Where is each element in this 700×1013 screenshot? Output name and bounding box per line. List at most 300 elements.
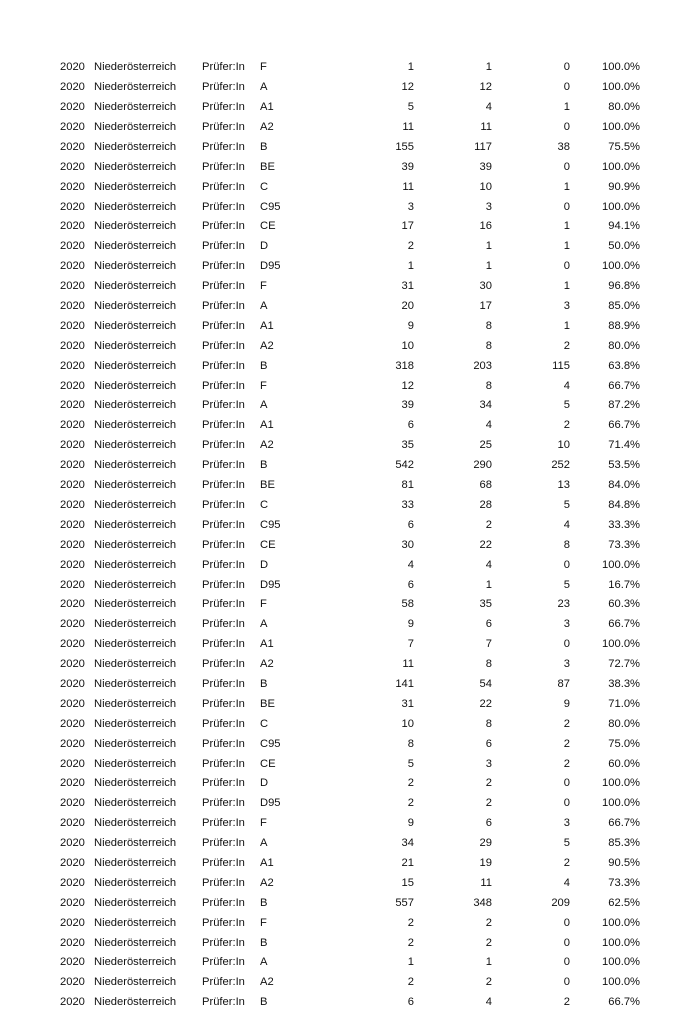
cell-year: 2020 [60, 638, 85, 651]
cell-role: Prüfer:In [202, 717, 245, 730]
cell-rate: 50.0% [608, 240, 640, 253]
table-row [60, 913, 640, 933]
cell-rate: 96.8% [608, 280, 640, 293]
cell-fail: 1 [563, 240, 570, 253]
cell-total: 5 [407, 101, 414, 114]
cell-pass: 6 [485, 618, 492, 631]
cell-role: Prüfer:In [202, 638, 245, 651]
cell-fail: 2 [563, 419, 570, 432]
cell-year: 2020 [60, 359, 85, 372]
cell-pass: 34 [479, 399, 492, 412]
cell-fail: 1 [563, 180, 570, 193]
cell-fail: 5 [563, 578, 570, 591]
table-row [60, 98, 640, 118]
cell-code: B [260, 996, 268, 1009]
cell-fail: 10 [557, 439, 570, 452]
cell-role: Prüfer:In [202, 976, 245, 989]
cell-year: 2020 [60, 956, 85, 969]
cell-role: Prüfer:In [202, 777, 245, 790]
cell-total: 6 [407, 996, 414, 1009]
cell-rate: 87.2% [608, 399, 640, 412]
cell-fail: 0 [563, 61, 570, 74]
cell-region: Niederösterreich [94, 618, 177, 631]
cell-total: 4 [407, 558, 414, 571]
cell-rate: 60.0% [608, 757, 640, 770]
cell-region: Niederösterreich [94, 936, 177, 949]
cell-total: 6 [407, 518, 414, 531]
cell-code: C95 [260, 737, 281, 750]
cell-pass: 2 [485, 936, 492, 949]
cell-code: BE [260, 160, 275, 173]
cell-total: 39 [401, 160, 414, 173]
cell-year: 2020 [60, 399, 85, 412]
cell-region: Niederösterreich [94, 996, 177, 1009]
cell-fail: 0 [563, 797, 570, 810]
cell-pass: 8 [485, 717, 492, 730]
cell-role: Prüfer:In [202, 140, 245, 153]
cell-code: A1 [260, 319, 274, 332]
cell-total: 10 [401, 717, 414, 730]
cell-year: 2020 [60, 419, 85, 432]
cell-fail: 2 [563, 717, 570, 730]
cell-region: Niederösterreich [94, 777, 177, 790]
cell-rate: 100.0% [602, 121, 640, 134]
cell-pass: 25 [479, 439, 492, 452]
cell-role: Prüfer:In [202, 180, 245, 193]
cell-year: 2020 [60, 697, 85, 710]
cell-pass: 35 [479, 598, 492, 611]
cell-rate: 85.0% [608, 300, 640, 313]
cell-rate: 84.8% [608, 498, 640, 511]
table-row [60, 535, 640, 555]
cell-pass: 11 [480, 876, 492, 889]
cell-total: 31 [401, 697, 414, 710]
cell-fail: 3 [563, 658, 570, 671]
cell-fail: 2 [563, 996, 570, 1009]
cell-fail: 23 [557, 598, 570, 611]
cell-rate: 100.0% [602, 558, 640, 571]
cell-year: 2020 [60, 797, 85, 810]
cell-year: 2020 [60, 180, 85, 193]
cell-fail: 2 [563, 856, 570, 869]
table-row [60, 317, 640, 337]
cell-region: Niederösterreich [94, 339, 177, 352]
cell-code: C95 [260, 200, 281, 213]
cell-rate: 75.0% [608, 737, 640, 750]
cell-pass: 348 [473, 896, 492, 909]
cell-year: 2020 [60, 936, 85, 949]
cell-pass: 29 [479, 837, 492, 850]
cell-region: Niederösterreich [94, 300, 177, 313]
cell-rate: 38.3% [608, 677, 640, 690]
cell-fail: 13 [557, 479, 570, 492]
cell-role: Prüfer:In [202, 578, 245, 591]
cell-fail: 0 [563, 638, 570, 651]
table-row [60, 58, 640, 78]
cell-pass: 1 [485, 956, 492, 969]
cell-pass: 22 [479, 697, 492, 710]
cell-pass: 10 [479, 180, 492, 193]
cell-code: B [260, 140, 268, 153]
cell-fail: 87 [557, 677, 570, 690]
cell-year: 2020 [60, 101, 85, 114]
cell-pass: 8 [485, 658, 492, 671]
cell-total: 155 [395, 140, 414, 153]
cell-role: Prüfer:In [202, 81, 245, 94]
table-row [60, 575, 640, 595]
table-row [60, 78, 640, 98]
cell-fail: 8 [563, 538, 570, 551]
table-row [60, 118, 640, 138]
cell-pass: 1 [485, 61, 492, 74]
cell-rate: 80.0% [608, 339, 640, 352]
cell-role: Prüfer:In [202, 61, 245, 74]
cell-year: 2020 [60, 677, 85, 690]
cell-region: Niederösterreich [94, 479, 177, 492]
cell-year: 2020 [60, 260, 85, 273]
cell-pass: 30 [479, 280, 492, 293]
cell-pass: 8 [485, 379, 492, 392]
cell-total: 1 [407, 61, 414, 74]
cell-rate: 100.0% [602, 61, 640, 74]
cell-total: 20 [401, 300, 414, 313]
cell-year: 2020 [60, 439, 85, 452]
cell-role: Prüfer:In [202, 598, 245, 611]
cell-rate: 60.3% [608, 598, 640, 611]
cell-code: CE [260, 538, 276, 551]
cell-code: C [260, 498, 269, 511]
cell-total: 12 [401, 81, 414, 94]
cell-role: Prüfer:In [202, 101, 245, 114]
table-row [60, 555, 640, 575]
cell-total: 17 [401, 220, 414, 233]
cell-role: Prüfer:In [202, 121, 245, 134]
cell-role: Prüfer:In [202, 896, 245, 909]
cell-role: Prüfer:In [202, 956, 245, 969]
cell-rate: 80.0% [608, 717, 640, 730]
cell-fail: 1 [563, 220, 570, 233]
cell-role: Prüfer:In [202, 916, 245, 929]
cell-pass: 4 [485, 101, 492, 114]
cell-rate: 66.7% [608, 817, 640, 830]
cell-pass: 7 [485, 638, 492, 651]
cell-total: 21 [401, 856, 414, 869]
cell-fail: 4 [563, 876, 570, 889]
cell-year: 2020 [60, 757, 85, 770]
table-row [60, 774, 640, 794]
cell-rate: 88.9% [608, 319, 640, 332]
table-row [60, 874, 640, 894]
cell-rate: 100.0% [602, 777, 640, 790]
table-row [60, 993, 640, 1013]
cell-rate: 94.1% [608, 220, 640, 233]
cell-fail: 4 [563, 379, 570, 392]
cell-total: 542 [395, 459, 414, 472]
cell-role: Prüfer:In [202, 220, 245, 233]
cell-rate: 80.0% [608, 101, 640, 114]
cell-role: Prüfer:In [202, 160, 245, 173]
cell-code: F [260, 61, 267, 74]
cell-fail: 0 [563, 558, 570, 571]
cell-pass: 2 [485, 916, 492, 929]
cell-region: Niederösterreich [94, 598, 177, 611]
table-row [60, 376, 640, 396]
cell-year: 2020 [60, 578, 85, 591]
cell-rate: 85.3% [608, 837, 640, 850]
table-row [60, 714, 640, 734]
cell-region: Niederösterreich [94, 817, 177, 830]
cell-total: 9 [407, 319, 414, 332]
table-row [60, 436, 640, 456]
cell-code: A2 [260, 121, 274, 134]
cell-region: Niederösterreich [94, 538, 177, 551]
cell-region: Niederösterreich [94, 459, 177, 472]
table-row [60, 257, 640, 277]
table-row [60, 814, 640, 834]
cell-code: A1 [260, 856, 274, 869]
cell-year: 2020 [60, 976, 85, 989]
cell-total: 11 [402, 658, 414, 671]
cell-pass: 11 [480, 121, 492, 134]
cell-year: 2020 [60, 737, 85, 750]
cell-role: Prüfer:In [202, 757, 245, 770]
cell-fail: 0 [563, 777, 570, 790]
cell-pass: 203 [473, 359, 492, 372]
cell-pass: 3 [485, 757, 492, 770]
cell-code: B [260, 896, 268, 909]
cell-role: Prüfer:In [202, 260, 245, 273]
cell-role: Prüfer:In [202, 817, 245, 830]
table-row [60, 496, 640, 516]
cell-pass: 2 [485, 797, 492, 810]
table-row [60, 356, 640, 376]
cell-role: Prüfer:In [202, 658, 245, 671]
cell-region: Niederösterreich [94, 916, 177, 929]
cell-region: Niederösterreich [94, 419, 177, 432]
cell-total: 2 [407, 797, 414, 810]
table-row [60, 237, 640, 257]
cell-pass: 17 [479, 300, 492, 313]
cell-pass: 3 [485, 200, 492, 213]
table-row [60, 834, 640, 854]
cell-role: Prüfer:In [202, 936, 245, 949]
cell-rate: 72.7% [608, 658, 640, 671]
cell-code: A2 [260, 658, 274, 671]
cell-rate: 100.0% [602, 936, 640, 949]
cell-fail: 1 [563, 101, 570, 114]
cell-pass: 28 [479, 498, 492, 511]
cell-region: Niederösterreich [94, 737, 177, 750]
cell-role: Prüfer:In [202, 459, 245, 472]
cell-region: Niederösterreich [94, 856, 177, 869]
cell-pass: 117 [474, 140, 492, 153]
cell-role: Prüfer:In [202, 300, 245, 313]
cell-year: 2020 [60, 61, 85, 74]
cell-region: Niederösterreich [94, 140, 177, 153]
cell-rate: 66.7% [608, 996, 640, 1009]
cell-region: Niederösterreich [94, 359, 177, 372]
cell-pass: 2 [485, 976, 492, 989]
cell-rate: 63.8% [608, 359, 640, 372]
cell-region: Niederösterreich [94, 498, 177, 511]
cell-code: D95 [260, 797, 281, 810]
cell-region: Niederösterreich [94, 976, 177, 989]
cell-pass: 6 [485, 817, 492, 830]
cell-total: 3 [407, 200, 414, 213]
table-row [60, 157, 640, 177]
cell-total: 6 [407, 578, 414, 591]
cell-total: 34 [401, 837, 414, 850]
cell-role: Prüfer:In [202, 240, 245, 253]
cell-rate: 75.5% [608, 140, 640, 153]
cell-region: Niederösterreich [94, 956, 177, 969]
cell-region: Niederösterreich [94, 121, 177, 134]
cell-code: A2 [260, 876, 274, 889]
cell-year: 2020 [60, 717, 85, 730]
cell-year: 2020 [60, 538, 85, 551]
cell-total: 11 [402, 180, 414, 193]
cell-pass: 8 [485, 339, 492, 352]
cell-pass: 1 [485, 260, 492, 273]
cell-fail: 5 [563, 498, 570, 511]
cell-pass: 12 [479, 81, 492, 94]
cell-code: BE [260, 479, 275, 492]
cell-role: Prüfer:In [202, 439, 245, 452]
cell-region: Niederösterreich [94, 837, 177, 850]
cell-total: 33 [401, 498, 414, 511]
cell-fail: 0 [563, 121, 570, 134]
cell-total: 2 [407, 916, 414, 929]
cell-role: Prüfer:In [202, 837, 245, 850]
cell-pass: 2 [485, 777, 492, 790]
cell-year: 2020 [60, 996, 85, 1009]
cell-role: Prüfer:In [202, 498, 245, 511]
cell-role: Prüfer:In [202, 419, 245, 432]
cell-fail: 3 [563, 817, 570, 830]
cell-total: 8 [407, 737, 414, 750]
cell-code: A [260, 956, 268, 969]
cell-code: A2 [260, 339, 274, 352]
cell-role: Prüfer:In [202, 280, 245, 293]
cell-pass: 4 [485, 419, 492, 432]
cell-total: 81 [401, 479, 414, 492]
table-row [60, 515, 640, 535]
cell-year: 2020 [60, 598, 85, 611]
cell-fail: 0 [563, 936, 570, 949]
cell-role: Prüfer:In [202, 479, 245, 492]
cell-pass: 54 [479, 677, 492, 690]
cell-role: Prüfer:In [202, 518, 245, 531]
cell-year: 2020 [60, 81, 85, 94]
cell-rate: 90.5% [608, 856, 640, 869]
cell-region: Niederösterreich [94, 319, 177, 332]
cell-rate: 90.9% [608, 180, 640, 193]
cell-pass: 8 [485, 319, 492, 332]
cell-pass: 4 [485, 558, 492, 571]
table-row [60, 695, 640, 715]
table-row [60, 794, 640, 814]
cell-rate: 53.5% [608, 459, 640, 472]
cell-total: 9 [407, 618, 414, 631]
cell-code: A2 [260, 439, 274, 452]
cell-fail: 115 [552, 359, 570, 372]
cell-role: Prüfer:In [202, 797, 245, 810]
cell-region: Niederösterreich [94, 61, 177, 74]
cell-total: 2 [407, 976, 414, 989]
table-row [60, 595, 640, 615]
cell-region: Niederösterreich [94, 677, 177, 690]
cell-code: B [260, 677, 268, 690]
cell-rate: 100.0% [602, 976, 640, 989]
cell-role: Prüfer:In [202, 618, 245, 631]
cell-rate: 100.0% [602, 797, 640, 810]
cell-code: C [260, 180, 269, 193]
cell-rate: 71.0% [608, 697, 640, 710]
cell-total: 10 [401, 339, 414, 352]
cell-fail: 5 [563, 837, 570, 850]
cell-rate: 73.3% [608, 876, 640, 889]
table-row [60, 138, 640, 158]
cell-role: Prüfer:In [202, 996, 245, 1009]
cell-year: 2020 [60, 240, 85, 253]
cell-pass: 290 [473, 459, 492, 472]
table-row [60, 456, 640, 476]
cell-rate: 62.5% [608, 896, 640, 909]
cell-fail: 0 [563, 81, 570, 94]
cell-region: Niederösterreich [94, 876, 177, 889]
table-row [60, 655, 640, 675]
cell-pass: 22 [479, 538, 492, 551]
cell-rate: 16.7% [608, 578, 640, 591]
cell-rate: 66.7% [608, 618, 640, 631]
cell-code: F [260, 379, 267, 392]
cell-total: 557 [395, 896, 414, 909]
cell-fail: 2 [563, 339, 570, 352]
cell-rate: 33.3% [608, 518, 640, 531]
cell-year: 2020 [60, 200, 85, 213]
cell-code: F [260, 817, 267, 830]
table-row [60, 336, 640, 356]
cell-total: 1 [407, 260, 414, 273]
cell-fail: 209 [551, 896, 570, 909]
cell-region: Niederösterreich [94, 200, 177, 213]
cell-total: 6 [407, 419, 414, 432]
cell-role: Prüfer:In [202, 399, 245, 412]
cell-role: Prüfer:In [202, 737, 245, 750]
cell-code: A [260, 399, 268, 412]
cell-region: Niederösterreich [94, 896, 177, 909]
cell-code: C [260, 717, 269, 730]
table-row [60, 177, 640, 197]
cell-year: 2020 [60, 140, 85, 153]
cell-pass: 4 [485, 996, 492, 1009]
cell-rate: 100.0% [602, 638, 640, 651]
cell-region: Niederösterreich [94, 658, 177, 671]
table-row [60, 277, 640, 297]
cell-role: Prüfer:In [202, 856, 245, 869]
cell-total: 2 [407, 240, 414, 253]
cell-region: Niederösterreich [94, 757, 177, 770]
cell-rate: 84.0% [608, 479, 640, 492]
cell-code: C95 [260, 518, 281, 531]
cell-pass: 16 [479, 220, 492, 233]
cell-code: A1 [260, 419, 274, 432]
cell-rate: 66.7% [608, 419, 640, 432]
cell-year: 2020 [60, 121, 85, 134]
cell-code: A2 [260, 976, 274, 989]
cell-region: Niederösterreich [94, 697, 177, 710]
cell-code: BE [260, 697, 275, 710]
